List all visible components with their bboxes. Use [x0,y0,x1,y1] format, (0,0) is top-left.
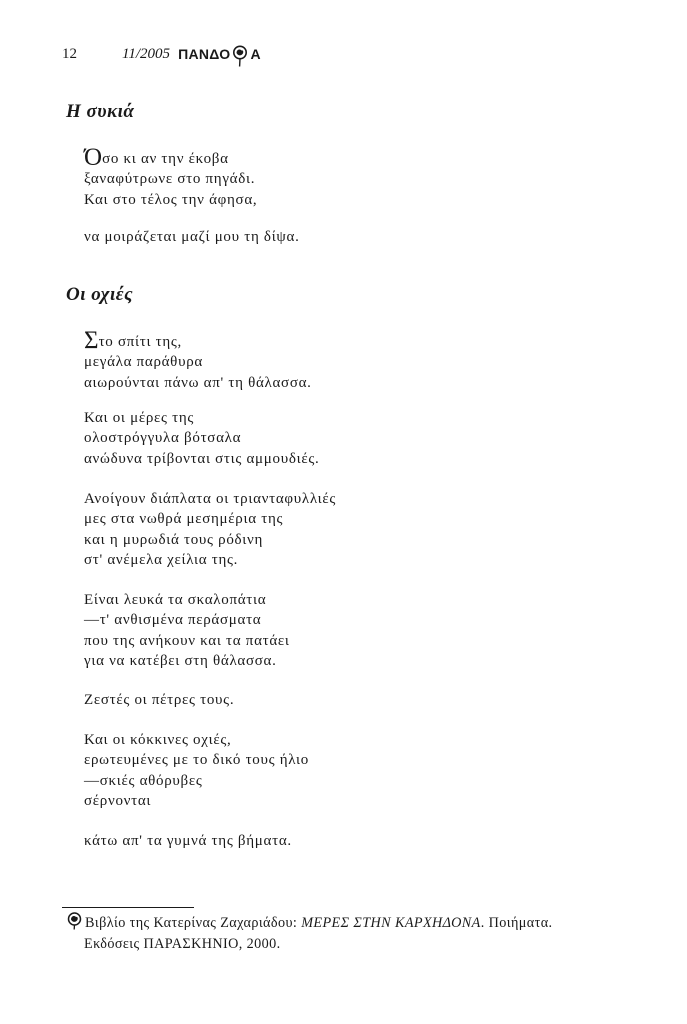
poem-line: Και στο τέλος την άφησα, [84,191,258,208]
running-header [62,42,261,66]
poem-line: μεγάλα παράθυρα [84,354,203,371]
poem-line: αιωρούνται πάνω απ' τη θάλασσα. [84,374,312,391]
footnote-book-title: ΜΕΡΕΣ ΣΤΗΝ ΚΑΡΧΗΔΟΝΑ [301,915,481,931]
poem-line: που της ανήκουν και τα πατάει [84,632,290,649]
poem-stanza [84,730,309,812]
poem-line: σέρνονται [84,793,152,810]
brand-text-right: Α [250,46,261,62]
poem-line: —σκιές αθόρυβες [84,772,203,789]
poem-stanza [84,590,290,672]
poem-line: ξαναφύτρωνε στο πηγάδι. [84,171,256,188]
poem-line: Στο σπίτι της, [84,327,183,354]
poem-line: μες στα νωθρά μεσημέρια της [84,511,284,528]
poem-line: ολοστρόγγυλα βότσαλα [84,430,242,447]
rose-logo-icon [66,912,83,930]
poem-stanza [84,146,257,210]
poem-line: να μοιράζεται μαζί μου τη δίψα. [84,229,300,245]
poem-line: για να κατέβει στη θάλασσα. [84,653,277,670]
page-number: 12 [62,45,77,62]
poem-stanza [84,227,300,247]
brand-text-left: ΠΑΝΔΟ [178,46,231,62]
footnote-line [66,912,646,934]
poem-stanza [84,831,292,851]
poem-stanza [84,690,234,710]
poem-stanza [84,329,312,393]
footnote-rule [62,907,194,908]
drop-cap: Σ [84,327,99,354]
footnote [66,912,646,955]
drop-cap: Ό [84,144,103,171]
poem-line: ανώδυνα τρίβονται στις αμμουδιές. [84,450,320,467]
poem-line: Όσο κι αν την έκοβα [84,144,229,171]
poem-line: κάτω απ' τα γυμνά της βήματα. [84,833,292,849]
rose-logo-icon [231,45,249,67]
magazine-brand [178,43,261,65]
poem-line: Είναι λευκά τα σκαλοπάτια [84,592,267,608]
footnote-suffix: . Ποιήματα. [480,915,553,931]
poem-title-ochies: Οι οχιές [66,284,134,305]
poem-line: και η μυρωδιά τους ρόδινη [84,531,264,548]
poem-line: ερωτευμένες με το δικό τους ήλιο [84,752,309,769]
issue-date: 11/2005 [122,45,171,62]
poem-stanza [84,489,336,571]
poem-line: στ' ανέμελα χείλια της. [84,552,239,569]
poem-line: Και οι μέρες της [84,410,195,426]
poem-line: —τ' ανθισμένα περάσματα [84,612,262,629]
poem-stanza [84,408,319,469]
poem-title-sykia: Η συκιά [66,101,135,122]
poem-line: Ζεστές οι πέτρες τους. [84,692,235,708]
poem-line: Και οι κόκκινες οχιές, [84,732,232,748]
poem-line: Ανοίγουν διάπλατα οι τριανταφυλλιές [84,491,337,507]
footnote-prefix: Βιβλίο της Κατερίνας Ζαχαριάδου: [85,915,302,931]
footnote-publisher: Εκδόσεις ΠΑΡΑΣΚΗΝΙΟ, 2000. [84,936,281,952]
